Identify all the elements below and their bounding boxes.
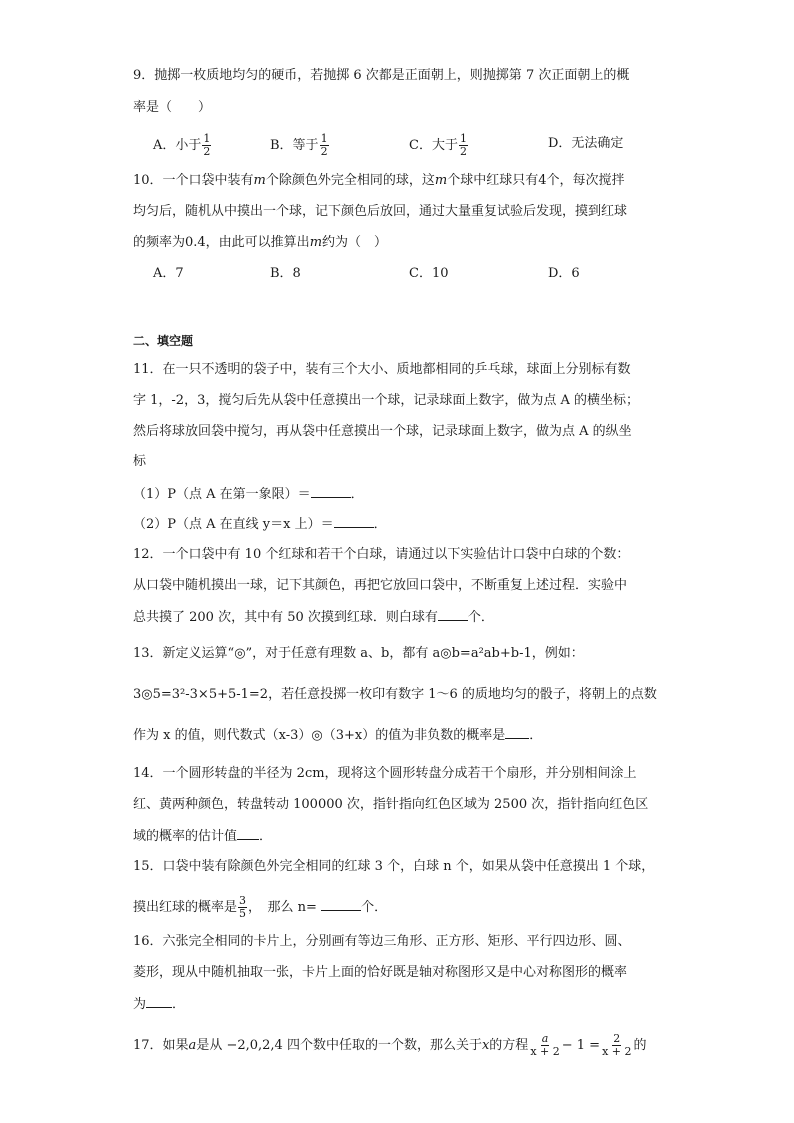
fraction: $\frac{3}{5}$	[239, 894, 247, 920]
q10-option-b[interactable]: B．8	[270, 266, 301, 281]
q14-line2: 红、黄两种颜色，转盘转动 100000 次，指针指向红色区域为 2500 次，指针指向红色区	[133, 797, 649, 812]
q16-line3: 为 ．	[133, 997, 186, 1012]
q16-line1: 16．六张完全相同的卡片上，分别画有等边三角形、正方形、矩形、平行四边形、圆、	[133, 934, 631, 949]
fraction: $\frac{2}{x + 2}$	[602, 1032, 632, 1058]
q16-line2: 菱形，现从中随机抽取一张，卡片上面的恰好既是轴对称图形又是中心对称图形的概率	[133, 965, 628, 980]
q14-line1: 14．一个圆形转盘的半径为 2cm，现将这个圆形转盘分成若干个扇形，并分别相间涂上	[133, 766, 637, 781]
q11-line1: 11．在一只不透明的袋子中，装有三个大小、质地都相同的乒乓球，球面上分别标有数	[133, 362, 631, 377]
answer-blank[interactable]	[505, 726, 529, 739]
fraction: $\frac{1}{2}$	[459, 132, 467, 158]
q12-line1: 12．一个口袋中有 10 个红球和若干个白球，请通过以下实验估计口袋中白球的个数：	[133, 547, 630, 562]
fraction: $\frac{1}{2}$	[203, 132, 211, 158]
q15-line2: 摸出红球的概率是 $\frac{3}{5}$ ， 那么 n= 个．	[133, 894, 388, 920]
q9-option-d[interactable]: D．无法确定	[548, 136, 624, 151]
q15-line1: 15．口袋中装有除颜色外完全相同的红球 3 个，白球 n 个，如果从袋中任意摸出 1 个球，	[133, 859, 655, 874]
q17-line1: 17．如果a是从 −2,0,2,4 四个数中任取的一个数，那么关于x的方程 $\frac{a}{x + 2}$ − 1 = $\frac{2}{x + 2}$ 的	[133, 1032, 647, 1058]
q9-line2: 率是（ ）	[133, 100, 212, 115]
q12-line3: 总共摸了 200 次，其中有 50 次摸到红球．则白球有 个．	[133, 610, 494, 625]
q10-option-a[interactable]: A．7	[153, 266, 184, 281]
q11-line4: 标	[133, 454, 147, 469]
answer-blank[interactable]	[311, 485, 351, 498]
q10-line1: 10．一个口袋中装有m个除颜色外完全相同的球，这m个球中红球只有4个，每次搅拌	[133, 173, 625, 188]
q9-option-b[interactable]: B．等于 $\frac{1}{2}$	[270, 132, 328, 158]
q11-line3: 然后将球放回袋中搅匀，再从袋中任意摸出一个球，记录球面上数字，做为点 A 的纵坐	[133, 424, 632, 439]
q9-option-c[interactable]: C．大于 $\frac{1}{2}$	[409, 132, 467, 158]
q13-line1: 13．新定义运算“◎”，对于任意有理数 a、b，都有 a◎b=a²ab+b-1，例如：	[133, 646, 584, 661]
q10-line3: 的频率为0.4，由此可以推算出m约为（ ）	[133, 235, 388, 250]
q10-option-c[interactable]: C．10	[409, 266, 449, 281]
fraction: $\frac{a}{x + 2}$	[530, 1032, 560, 1058]
q9-line1: 9．抛掷一枚质地均匀的硬币，若抛掷 6 次都是正面朝上，则抛掷第 7 次正面朝上的概	[133, 68, 630, 83]
q11-sub1: （1）P（点 A 在第一象限）＝ ．	[133, 487, 364, 502]
q12-line2: 从口袋中随机摸出一球，记下其颜色，再把它放回口袋中，不断重复上述过程．实验中	[133, 578, 628, 593]
q11-sub2: （2）P（点 A 在直线 y＝x 上）＝ ．	[133, 517, 387, 532]
q10-option-d[interactable]: D．6	[548, 266, 580, 281]
answer-blank[interactable]	[321, 898, 361, 911]
fraction: $\frac{1}{2}$	[320, 132, 328, 158]
section-title: 二、填空题	[133, 334, 194, 348]
answer-blank[interactable]	[334, 515, 374, 528]
answer-blank[interactable]	[237, 827, 259, 840]
q11-line2: 字 1，-2，3，搅匀后先从袋中任意摸出一个球，记录球面上数字，做为点 A 的横坐标；	[133, 393, 639, 408]
answer-blank[interactable]	[438, 608, 468, 621]
answer-blank[interactable]	[146, 995, 172, 1008]
q13-line3: 作为 x 的值，则代数式（x-3）◎（3+x）的值为非负数的概率是 ．	[133, 728, 543, 743]
q10-line2: 均匀后，随机从中摸出一个球，记下颜色后放回，通过大量重复试验后发现，摸到红球	[133, 204, 628, 219]
q14-line3: 域的概率的估计值 ．	[133, 829, 273, 844]
q13-line2: 3◎5=3²-3×5+5-1=2，若任意投掷一枚印有数字 1～6 的质地均匀的骰子，将朝上的点数	[133, 687, 657, 702]
q9-option-a[interactable]: A．小于 $\frac{1}{2}$	[153, 132, 211, 158]
